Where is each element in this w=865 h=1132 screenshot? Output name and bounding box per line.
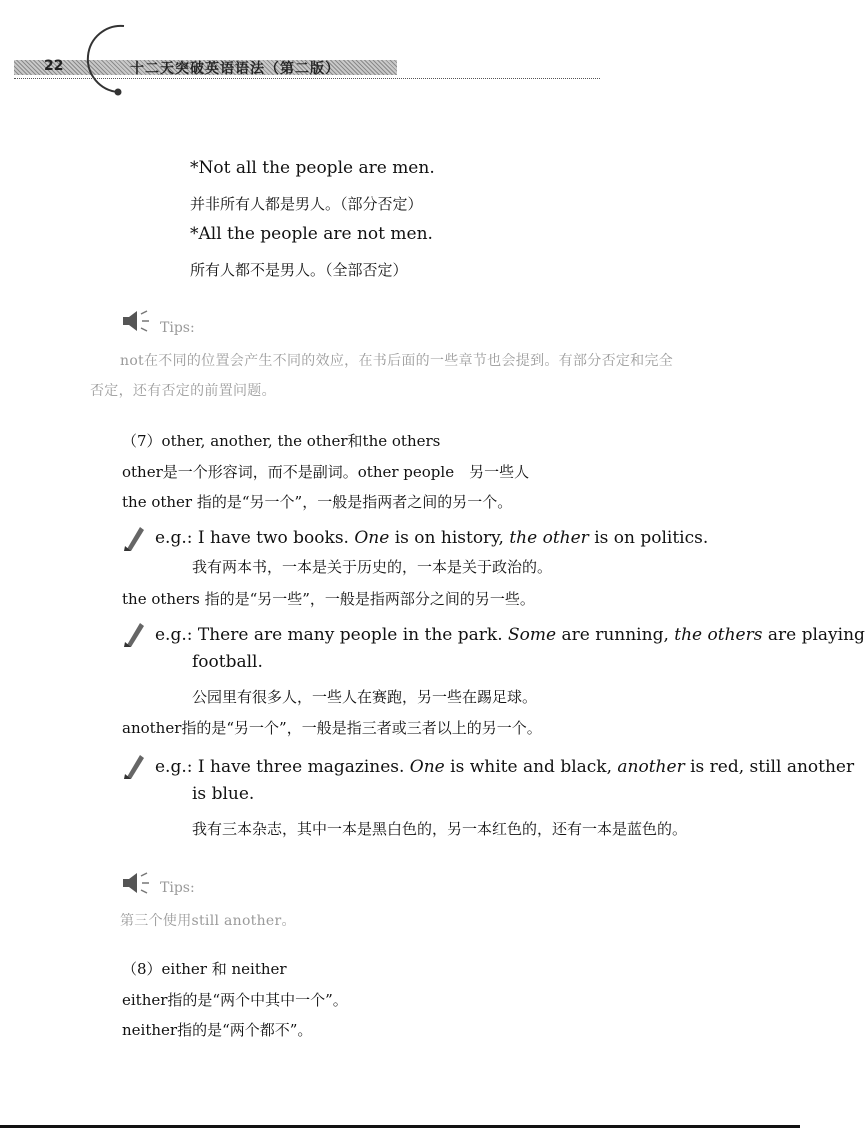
section-heading: （7）other, another, the other和the others [122,432,441,450]
page-bottom-edge [0,1125,800,1128]
page-number: 22 [44,58,64,74]
book-title: 十二天突破英语语法（第二版） [130,61,340,77]
speaker-icon [120,870,152,896]
example-sentence: e.g.: I have three magazines. One is white and black, another is red, still another [155,757,855,777]
pencil-icon [122,750,146,780]
example-line: *Not all the people are men. [190,158,435,178]
speaker-icon [120,308,152,334]
definition-line: either指的是“两个中其中一个”。 [122,991,348,1009]
definition-line: other是一个形容词，而不是副词。other people 另一些人 [122,463,530,481]
tip-text: 否定，还有否定的前置问题。 [90,383,276,399]
tip-text: 第三个使用still another。 [120,913,296,929]
definition-line: neither指的是“两个都不”。 [122,1021,313,1039]
pencil-icon [122,522,146,552]
example-line: 并非所有人都是男人。（部分否定） [190,195,423,213]
definition-line: another指的是“另一个”，一般是指三者或三者以上的另一个。 [122,719,542,737]
section-heading: （8）either 和 neither [122,960,287,978]
example-sentence-continued: football. [192,652,263,672]
definition-line: the other 指的是“另一个”，一般是指两者之间的另一个。 [122,493,513,511]
definition-line: the others 指的是“另一些”，一般是指两部分之间的另一些。 [122,590,535,608]
tip-text: not在不同的位置会产生不同的效应，在书后面的一些章节也会提到。有部分否定和完全 [120,353,674,369]
example-sentence: e.g.: I have two books. One is on history, the other is on politics. [155,528,709,548]
tip-label: Tips: [160,880,195,896]
example-sentence: e.g.: There are many people in the park. Some are running, the others are playing [155,625,865,645]
example-line: *All the people are not men. [190,224,433,244]
example-line: 所有人都不是男人。（全部否定） [190,261,408,279]
translation-line: 我有三本杂志，其中一本是黑白色的，另一本红色的，还有一本是蓝色的。 [192,820,688,838]
header-dotted-rule [14,78,600,79]
pencil-icon [122,618,146,648]
translation-line: 我有两本书，一本是关于历史的，一本是关于政治的。 [192,558,553,576]
example-sentence-continued: is blue. [192,784,255,804]
tip-label: Tips: [160,320,195,336]
translation-line: 公园里有很多人，一些人在赛跑，另一些在踢足球。 [192,688,538,706]
